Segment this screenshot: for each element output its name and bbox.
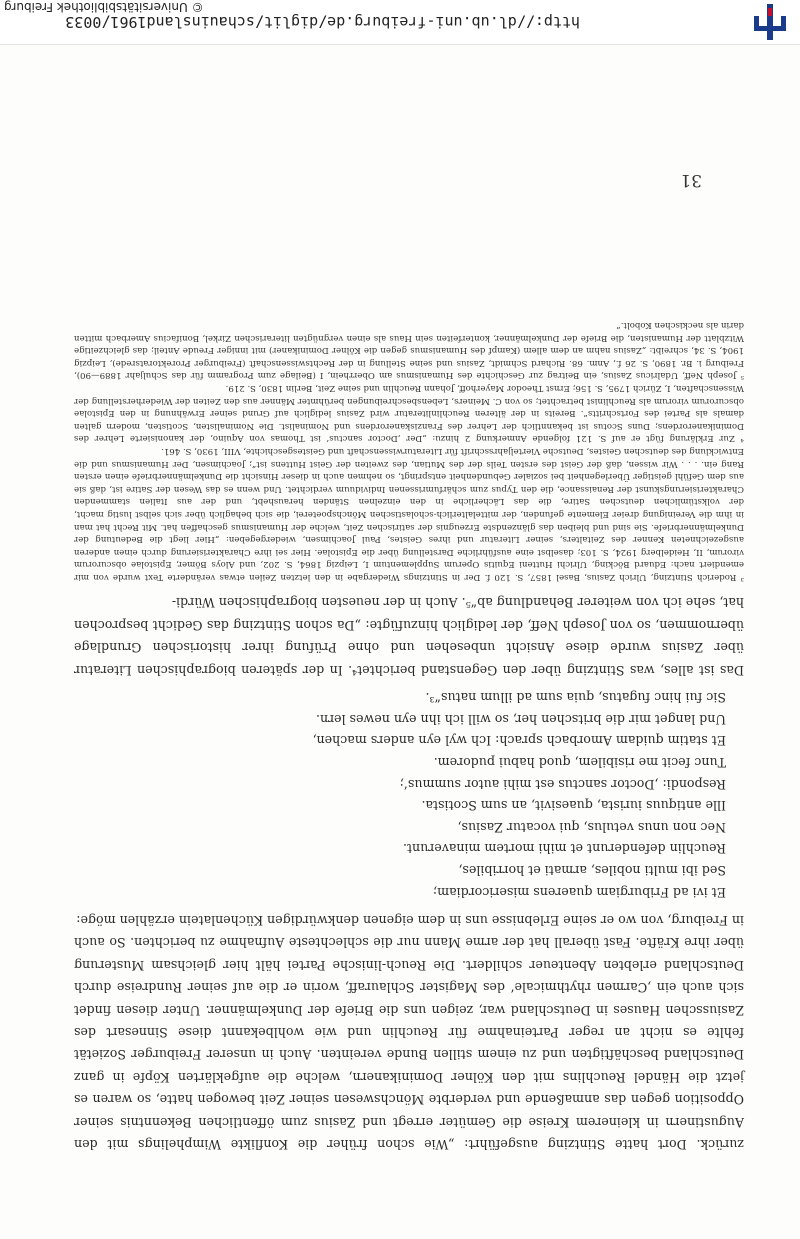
- footnote-4: ⁴ Zur Erklärung fügt er auf S. 121 folgende Anmerkung 2 hinzu: „Der ‚Doctor sanctus‘ ist Thomas von Aquino, der kanonisierte Lehrer des Dominikanerordens; Duns Scotus ist bekanntlich der Lehrer des Franziskanerordens und Nominalist. Die Nominalisten, Scotisten, modern galten damals als Partei des Fortschritts“. Bereits in der älteren Reuchlinliteratur wird Zasius lediglich auf Grund seiner Erwähnung in den Epistolae obscurorum virorum als Reuchlinist betrachtet; so von C. Meiners, Lebensbeschreibungen berühmter Männer aus den Zeiten der Wiederherstellung der Wissenschaften, I, Zürich 1795, S. 156; Ernst Theodor Mayerhoff, Johann Reuchlin und seine Zeit, Berlin 1830, S. 219.: [74, 383, 744, 444]
- verse-line: Sed ibi multi nobiles, armati et horribiles,: [458, 862, 726, 878]
- verse-line: Und langet mir die britschen her, so will ich ihn eyn newes lern.: [315, 711, 726, 727]
- library-logo-icon: [752, 4, 788, 40]
- copyright-notice: © Universitätsbibliothek Freiburg: [4, 0, 204, 14]
- body-paragraph-1: zurück. Dort hatte Stintzing ausgeführt: „Wie schon früher die Konflikte Wimphelings mit den Augustinern in kleinerem Kreise die Gemüter erregt und Zasius zum öffentlichen Bekenntnis seiner Opposition gegen das anmaßende und verderbte Mönchswesen seiner Zeit bewogen hatte, so waren es jetzt die Händel Reuchlins mit den Kölner Dominikanern, welche die aufgeklärten Köpfe in ganz Deutschland beschäftigten und zu einem stillen Bunde vereinten. Auch in unserer Freiburger Sozietät fehlte es nicht an reger Parteinahme für Reuchlin und wie wohlbekannt diese Sinnesart des Zasiusschen Hauses in Deutschland war, zeigen uns die Briefe der Dunkelmänner. Unter diesen findet sich auch ein ‚Carmen rhythmicale‘ des Magister Schlauraff, worin er die auf seiner Rundreise durch Deutschland erlebten Abenteuer schildert. Die Reuch-linische Partei hält hier gleichsam Musterung über ihre Kräfte. Fast überall hat der arme Mann nur die schlechteste Aufnahme zu berichten. So auch in Freiburg, von wo er seine Erlebnisse uns in dem eigenen denkwürdigen Küchenlatein erzählen möge:: [74, 912, 744, 1152]
- source-url[interactable]: http://dl.ub.uni-freiburg.de/diglit/schauinsland1961/0033: [65, 13, 580, 31]
- verse-line: Ille antiquus iurista, quaesivit, an sum Scotista.: [421, 798, 726, 814]
- verse-line: Nec non unus vetulus, qui vocatur Zasius,: [457, 819, 726, 835]
- verse-line: Et ivi ad Friburgiam quaerens misericordiam;: [432, 884, 726, 900]
- page-number: 31: [680, 170, 702, 190]
- verse-line: Sic fui hinc fugatus, quia sum ad illum natus“³.: [425, 690, 726, 706]
- footnote-5: ⁵ Joseph Neff, Udalricus Zasius, ein Beitrag zur Geschichte des Humanismus am Oberrhein, I (Beilage zum Programm für das Schuljahr 1889—90), Freiburg i. Br. 1890, S. 26 f., Anm. 68. Richard Schmidt, Zasius und seine Stellung in der Rechtswissenschaft (Freiburger Prorektoratsrede), Leipzig 1904, S. 34, schreibt: „Zasius nahm an dem allem (Kampf des Humanismus gegen die Kölner Dominikaner) mit inniger Freude Anteil; das gleichzeitige Witzblatt der Humanisten, die Briefe der Dunkelmänner, konterfeiten sein Haus als einen vergnügten literarischen Zirkel, Bonifacius Amerbach mitten darin als neckischen Kobolt.“: [74, 320, 744, 381]
- verse-block: [74, 687, 726, 903]
- verse-line: Et statim quidam Amorbach sprach: Ich wyl eyn anders machen,: [312, 733, 726, 749]
- body-paragraph-2: Das ist alles, was Stintzing über den Gegenstand berichtet⁴. In der späteren biographischen Literatur über Zasius wurde diese Ansicht unbesehen und ohne Prüfung ihrer historischen Grundlage übernommen, so von Joseph Neff, der lediglich hinzufügte: „Da schon Stintzing das Gedicht besprochen hat, sehe ich von weiterer Behandlung ab“⁵. Auch in der neuesten biographischen Würdi-: [74, 595, 744, 678]
- verse-line: Reuchlin defenderunt et mihi mortem minaverunt.: [402, 841, 726, 857]
- footnotes: [74, 319, 744, 583]
- verse-line: Respondi: ‚Doctor sanctus est mihi autor summus‘;: [399, 776, 726, 792]
- footnote-3: ³ Roderich Stintzing, Ulrich Zasius, Basel 1857, S. 120 f. Der in Stintzings Wiedergabe in den letzten Zeilen etwas veränderte Text wurde von mir emendiert nach: Eduard Böcking, Ulrichi Hutteni Equitis Operum Supplementum I, Leipzig 1864, S. 202, und Aloys Bömer, Epistolae obscurorum virorum, II, Heidelberg 1924, S. 103; daselbst eine ausführliche Darstellung über die Epistolae. Hier sei ihre Charakterisierung durch einen anderen ausgezeichneten Kenner des Zeitalters, seiner Literatur und ihres Geistes, Paul Joachimsen, wiedergegeben: „Hier liegt die Bedeutung der Dunkelmännerbriefe. Sie sind und bleiben das glänzendste Erzeugnis der satirischen Zeit, welche der Humanismus geschaffen hat. Mit Recht hat man in ihm die Vereinigung dreier Elemente gefunden, der mittelalterlich-scholastischen Mönchspoeterei, die sich behaglich über sich selbst lustig macht, der volkstümlichen deutschen Satire, die das Lächerliche in den einzelnen Ständen heraushebt, und der aus Italien stammenden Charakterisierungskunst der Renaissance, die den Typus zum schärfumrissenen Individuum verdichtet. Und wenn es das Wesen der Satire ist, daß sie aus dem Gefühl geistiger Überlegenheit bei sozialer Gebundenheit entspringt, so nehmen auch in dieser Hinsicht die Dunkelmännerbriefe einen ersten Rang ein. . . . Wir wissen, daß der Geist des ersten Teils der des Mutian, des zweiten der Geist Huttens ist“; Joachimsen, Der Humanismus und die Entwicklung des deutschen Geistes, Deutsche Vierteljahrsschrift für Literaturwissenschaft und Geistesgeschichte, VIII, 1930, S. 461.: [74, 446, 744, 582]
- page-text: [74, 319, 744, 1156]
- verse-line: Tunc fecit me risibilem, quod habui pudorem.: [433, 754, 726, 770]
